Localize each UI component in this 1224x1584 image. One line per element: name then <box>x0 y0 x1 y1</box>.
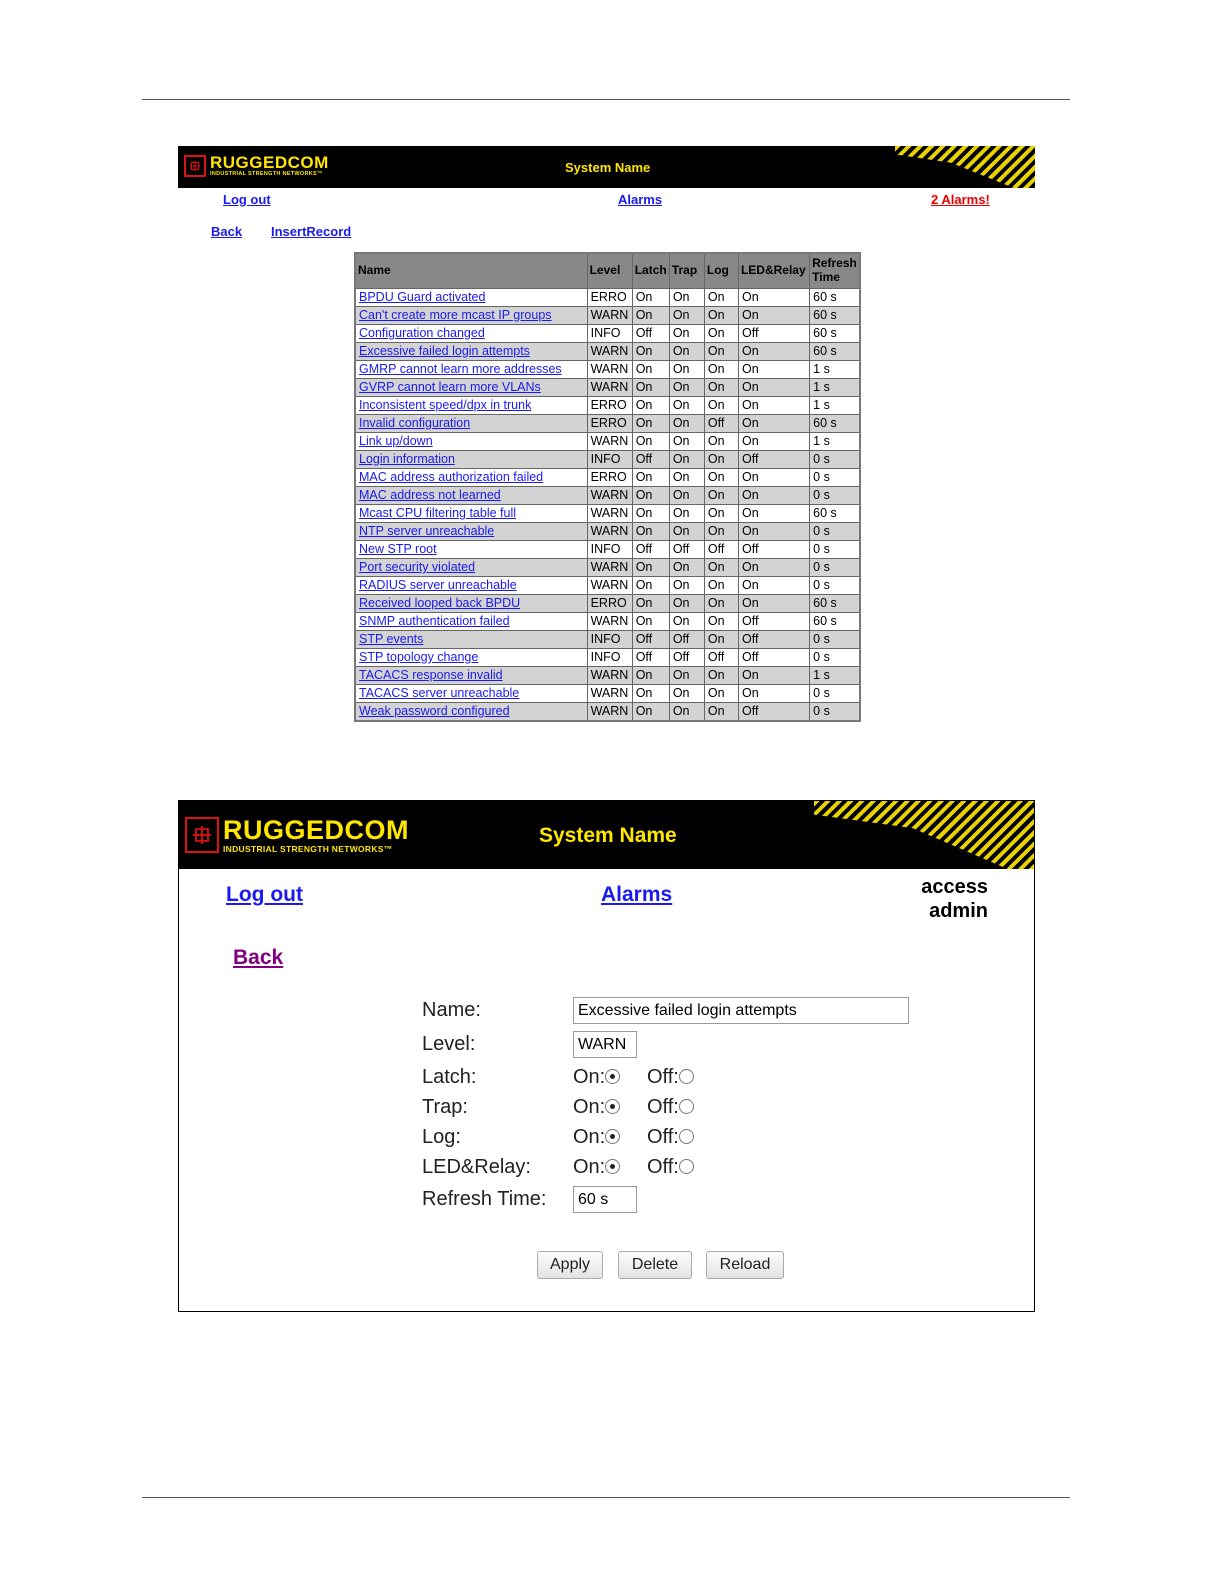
table-cell: On <box>632 595 669 613</box>
table-cell: On <box>632 577 669 595</box>
alarm-name-link[interactable]: Excessive failed login attempts <box>355 343 587 361</box>
table-cell: On <box>704 379 738 397</box>
table-cell: WARN <box>587 379 632 397</box>
table-cell: On <box>704 307 738 325</box>
table-cell: On <box>704 667 738 685</box>
trap-off-radio[interactable] <box>679 1099 694 1114</box>
table-cell: On <box>704 361 738 379</box>
table-cell: 60 s <box>810 307 860 325</box>
table-cell: On <box>738 307 809 325</box>
led-off-label: Off: <box>647 1156 679 1178</box>
table-cell: Off <box>704 415 738 433</box>
refresh-time-input[interactable] <box>573 1186 637 1213</box>
table-cell: On <box>669 397 704 415</box>
table-cell: 60 s <box>810 289 860 307</box>
alarm-name-link[interactable]: Configuration changed <box>355 325 587 343</box>
log-off-label: Off: <box>647 1126 679 1148</box>
alarms-table <box>354 252 861 722</box>
table-cell: INFO <box>587 325 632 343</box>
table-cell: Off <box>738 451 809 469</box>
table-cell: On <box>669 613 704 631</box>
table-row <box>355 559 860 577</box>
table-cell: WARN <box>587 577 632 595</box>
col-latch: Latch <box>632 253 669 289</box>
table-cell: On <box>669 703 704 722</box>
table-cell: On <box>704 451 738 469</box>
table-cell: On <box>738 343 809 361</box>
table-cell: Off <box>738 541 809 559</box>
latch-off-radio[interactable] <box>679 1069 694 1084</box>
table-cell: On <box>669 415 704 433</box>
alarm-count-link[interactable]: 2 Alarms! <box>931 192 990 207</box>
table-cell: Off <box>738 631 809 649</box>
table-cell: On <box>704 559 738 577</box>
table-cell: Off <box>738 613 809 631</box>
table-cell: On <box>669 343 704 361</box>
table-row <box>355 505 860 523</box>
alarm-name-link[interactable]: GMRP cannot learn more addresses <box>355 361 587 379</box>
table-cell: WARN <box>587 559 632 577</box>
latch-label: Latch: <box>422 1066 477 1088</box>
col-level: Level <box>587 253 632 289</box>
logo-icon <box>185 817 219 853</box>
alarm-name-link[interactable]: Inconsistent speed/dpx in trunk <box>355 397 587 415</box>
table-cell: On <box>632 559 669 577</box>
apply-button[interactable]: Apply <box>537 1251 603 1279</box>
table-cell: On <box>669 595 704 613</box>
table-cell: 1 s <box>810 361 860 379</box>
header-banner-large <box>179 801 1034 869</box>
level-input[interactable] <box>573 1031 637 1058</box>
alarm-name-link[interactable]: Mcast CPU filtering table full <box>355 505 587 523</box>
latch-on-label: On: <box>573 1066 606 1088</box>
table-cell: On <box>704 397 738 415</box>
table-row <box>355 631 860 649</box>
table-cell: On <box>669 523 704 541</box>
table-cell: On <box>704 703 738 722</box>
table-cell: 1 s <box>810 433 860 451</box>
logo-icon <box>184 155 206 177</box>
table-cell: Off <box>632 541 669 559</box>
table-cell: 0 s <box>810 685 860 703</box>
log-on-radio[interactable] <box>605 1129 620 1144</box>
table-cell: INFO <box>587 649 632 667</box>
hazard-stripes <box>895 146 1035 188</box>
table-cell: 0 s <box>810 487 860 505</box>
table-cell: 1 s <box>810 397 860 415</box>
col-log: Log <box>704 253 738 289</box>
table-cell: On <box>704 469 738 487</box>
alarm-name-link[interactable]: TACACS server unreachable <box>355 685 587 703</box>
table-cell: On <box>704 289 738 307</box>
table-cell: 60 s <box>810 343 860 361</box>
col-refresh-time: Refresh Time <box>810 253 860 289</box>
table-cell: On <box>738 289 809 307</box>
table-cell: On <box>738 415 809 433</box>
table-cell: 1 s <box>810 379 860 397</box>
alarm-name-link[interactable]: Can't create more mcast IP groups <box>355 307 587 325</box>
alarm-name-link[interactable]: New STP root <box>355 541 587 559</box>
table-row <box>355 379 860 397</box>
table-row <box>355 541 860 559</box>
access-label: access <box>921 876 988 898</box>
table-cell: Off <box>669 649 704 667</box>
logo-tagline: INDUSTRIAL STRENGTH NETWORKS™ <box>210 171 323 177</box>
table-cell: Off <box>738 649 809 667</box>
col-name: Name <box>355 253 587 289</box>
table-cell: 60 s <box>810 415 860 433</box>
table-cell: 0 s <box>810 541 860 559</box>
log-off-radio[interactable] <box>679 1129 694 1144</box>
table-cell: On <box>704 523 738 541</box>
alarms-link[interactable]: Alarms <box>618 192 663 207</box>
table-cell: WARN <box>587 307 632 325</box>
table-cell: On <box>632 289 669 307</box>
table-cell: 0 s <box>810 469 860 487</box>
table-cell: On <box>632 379 669 397</box>
table-cell: 0 s <box>810 559 860 577</box>
table-row <box>355 595 860 613</box>
alarm-name-link[interactable]: Login information <box>355 451 587 469</box>
header-banner <box>178 146 1035 188</box>
table-cell: On <box>669 289 704 307</box>
alarm-name-link[interactable]: STP events <box>355 631 587 649</box>
alarm-name-link[interactable]: STP topology change <box>355 649 587 667</box>
alarm-name-link[interactable]: Invalid configuration <box>355 415 587 433</box>
table-cell: On <box>738 379 809 397</box>
table-cell: On <box>669 667 704 685</box>
trap-on-radio[interactable] <box>605 1099 620 1114</box>
table-row <box>355 289 860 307</box>
table-row <box>355 703 860 722</box>
alarm-name-link[interactable]: Port security violated <box>355 559 587 577</box>
table-cell: On <box>704 325 738 343</box>
table-row <box>355 325 860 343</box>
table-cell: WARN <box>587 361 632 379</box>
alarm-name-link[interactable]: RADIUS server unreachable <box>355 577 587 595</box>
table-row <box>355 667 860 685</box>
table-cell: WARN <box>587 685 632 703</box>
table-row <box>355 361 860 379</box>
table-cell: On <box>704 505 738 523</box>
table-row <box>355 685 860 703</box>
table-cell: INFO <box>587 631 632 649</box>
table-cell: On <box>669 559 704 577</box>
table-cell: ERRO <box>587 595 632 613</box>
table-cell: WARN <box>587 667 632 685</box>
table-cell: On <box>704 613 738 631</box>
table-cell: WARN <box>587 487 632 505</box>
page-bottom-rule <box>142 1497 1070 1498</box>
table-cell: On <box>632 703 669 722</box>
delete-button[interactable]: Delete <box>618 1251 692 1279</box>
access-level <box>921 875 988 923</box>
table-row <box>355 469 860 487</box>
table-cell: WARN <box>587 433 632 451</box>
table-cell: On <box>738 487 809 505</box>
alarm-edit-screenshot <box>178 800 1035 1312</box>
table-cell: 1 s <box>810 667 860 685</box>
table-cell: 60 s <box>810 325 860 343</box>
table-cell: On <box>738 685 809 703</box>
table-row <box>355 397 860 415</box>
alarm-name-link[interactable]: MAC address authorization failed <box>355 469 587 487</box>
system-name: System Name <box>565 160 651 175</box>
table-cell: On <box>632 613 669 631</box>
alarm-name-link[interactable]: Received looped back BPDU <box>355 595 587 613</box>
table-row <box>355 523 860 541</box>
table-cell: 0 s <box>810 649 860 667</box>
ruggedcom-logo <box>184 154 329 178</box>
name-label: Name: <box>422 999 481 1021</box>
table-cell: Off <box>738 325 809 343</box>
alarm-name-link[interactable]: TACACS response invalid <box>355 667 587 685</box>
table-cell: On <box>669 505 704 523</box>
table-row <box>355 433 860 451</box>
table-row <box>355 577 860 595</box>
col-led-relay: LED&Relay <box>738 253 809 289</box>
table-cell: On <box>738 523 809 541</box>
table-cell: Off <box>632 631 669 649</box>
back-link[interactable]: Back <box>233 946 284 969</box>
table-cell: 60 s <box>810 505 860 523</box>
table-cell: On <box>669 325 704 343</box>
table-cell: On <box>632 505 669 523</box>
system-name: System Name <box>539 824 677 847</box>
alarm-name-link[interactable]: SNMP authentication failed <box>355 613 587 631</box>
table-cell: On <box>704 433 738 451</box>
table-cell: On <box>704 685 738 703</box>
logo-name: RUGGEDCOM <box>210 153 329 172</box>
table-cell: Off <box>632 325 669 343</box>
hazard-stripes <box>814 801 1034 869</box>
table-cell: Off <box>669 541 704 559</box>
table-cell: ERRO <box>587 415 632 433</box>
name-input[interactable] <box>573 997 909 1024</box>
table-cell: On <box>704 487 738 505</box>
table-cell: On <box>704 631 738 649</box>
level-label: Level: <box>422 1033 476 1055</box>
table-cell: On <box>632 397 669 415</box>
led-on-label: On: <box>573 1156 606 1178</box>
col-trap: Trap <box>669 253 704 289</box>
logout-link[interactable]: Log out <box>226 883 303 906</box>
table-cell: Off <box>669 631 704 649</box>
table-cell: On <box>738 595 809 613</box>
log-label: Log: <box>422 1126 461 1148</box>
table-row <box>355 649 860 667</box>
access-user: admin <box>929 900 988 922</box>
ruggedcom-logo-large <box>185 817 409 854</box>
table-cell: ERRO <box>587 397 632 415</box>
alarms-link[interactable]: Alarms <box>601 883 673 906</box>
table-cell: On <box>669 451 704 469</box>
table-cell: On <box>669 433 704 451</box>
table-row <box>355 451 860 469</box>
table-cell: 0 s <box>810 451 860 469</box>
table-row <box>355 613 860 631</box>
alarm-name-link[interactable]: NTP server unreachable <box>355 523 587 541</box>
alarms-table-body <box>355 289 860 722</box>
reload-button[interactable]: Reload <box>706 1251 784 1279</box>
table-row <box>355 415 860 433</box>
table-cell: ERRO <box>587 289 632 307</box>
table-cell: On <box>704 577 738 595</box>
table-cell: WARN <box>587 505 632 523</box>
alarm-name-link[interactable]: Link up/down <box>355 433 587 451</box>
table-row <box>355 307 860 325</box>
insert-record-link[interactable]: InsertRecord <box>271 224 352 239</box>
table-cell: Off <box>632 451 669 469</box>
table-cell: INFO <box>587 451 632 469</box>
led-relay-label: LED&Relay: <box>422 1156 531 1178</box>
back-link[interactable]: Back <box>211 224 243 239</box>
table-cell: WARN <box>587 703 632 722</box>
alarm-name-link[interactable]: GVRP cannot learn more VLANs <box>355 379 587 397</box>
table-cell: On <box>738 577 809 595</box>
alarm-name-link[interactable]: Weak password configured <box>355 703 587 722</box>
table-cell: On <box>632 469 669 487</box>
latch-off-label: Off: <box>647 1066 679 1088</box>
alarm-name-link[interactable]: BPDU Guard activated <box>355 289 587 307</box>
table-cell: On <box>632 415 669 433</box>
table-cell: On <box>738 505 809 523</box>
table-cell: On <box>738 667 809 685</box>
table-row <box>355 343 860 361</box>
table-cell: WARN <box>587 343 632 361</box>
table-cell: On <box>632 523 669 541</box>
table-cell: 60 s <box>810 595 860 613</box>
table-cell: On <box>632 433 669 451</box>
table-cell: INFO <box>587 541 632 559</box>
refresh-time-label: Refresh Time: <box>422 1188 547 1210</box>
led-relay-on-radio[interactable] <box>605 1159 620 1174</box>
table-cell: On <box>632 361 669 379</box>
table-cell: On <box>632 667 669 685</box>
page-top-rule <box>142 99 1070 100</box>
table-cell: On <box>738 397 809 415</box>
table-cell: On <box>669 379 704 397</box>
trap-on-label: On: <box>573 1096 606 1118</box>
table-cell: On <box>632 343 669 361</box>
table-cell: Off <box>738 703 809 722</box>
trap-label: Trap: <box>422 1096 468 1118</box>
table-row <box>355 487 860 505</box>
table-cell: On <box>632 307 669 325</box>
latch-on-radio[interactable] <box>605 1069 620 1084</box>
table-cell: On <box>669 577 704 595</box>
table-cell: ERRO <box>587 469 632 487</box>
table-cell: Off <box>704 649 738 667</box>
table-cell: WARN <box>587 613 632 631</box>
table-cell: On <box>704 343 738 361</box>
table-cell: On <box>738 433 809 451</box>
table-cell: On <box>632 487 669 505</box>
table-cell: On <box>632 685 669 703</box>
table-cell: On <box>669 685 704 703</box>
table-cell: Off <box>632 649 669 667</box>
alarm-name-link[interactable]: MAC address not learned <box>355 487 587 505</box>
logo-tagline: INDUSTRIAL STRENGTH NETWORKS™ <box>223 844 393 854</box>
table-cell: 0 s <box>810 703 860 722</box>
logout-link[interactable]: Log out <box>223 192 271 207</box>
table-cell: 0 s <box>810 577 860 595</box>
table-cell: On <box>669 361 704 379</box>
logo-name: RUGGEDCOM <box>223 815 409 845</box>
table-cell: On <box>738 559 809 577</box>
table-cell: 0 s <box>810 523 860 541</box>
table-cell: WARN <box>587 523 632 541</box>
table-cell: On <box>738 469 809 487</box>
trap-off-label: Off: <box>647 1096 679 1118</box>
table-cell: On <box>704 595 738 613</box>
table-cell: On <box>669 487 704 505</box>
log-on-label: On: <box>573 1126 606 1148</box>
table-header-row <box>355 253 860 289</box>
table-cell: Off <box>704 541 738 559</box>
table-cell: On <box>669 307 704 325</box>
table-cell: On <box>669 469 704 487</box>
led-relay-off-radio[interactable] <box>679 1159 694 1174</box>
alarms-list-screenshot <box>178 146 1035 726</box>
table-cell: 0 s <box>810 631 860 649</box>
table-cell: On <box>738 361 809 379</box>
table-cell: 60 s <box>810 613 860 631</box>
